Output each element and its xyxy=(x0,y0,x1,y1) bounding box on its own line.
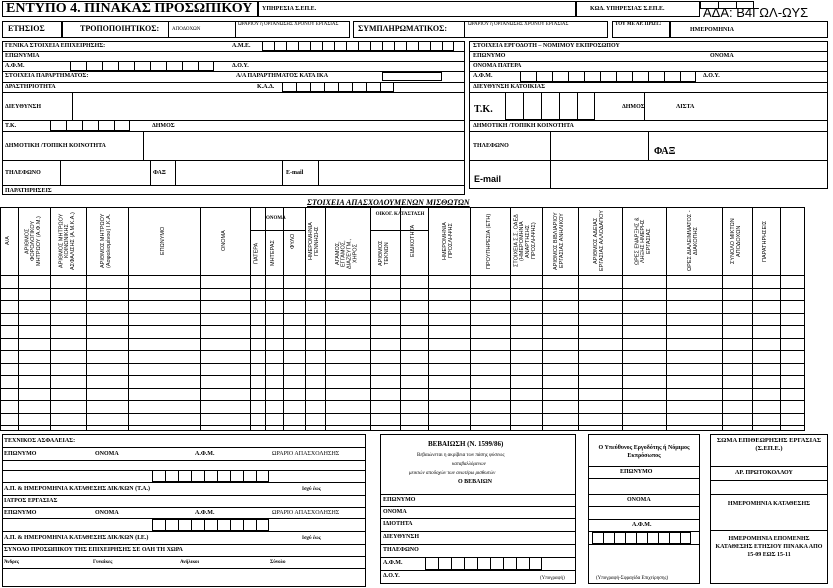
column-header: ΕΠΩΝΥΜΟ xyxy=(160,226,167,256)
general-label: ΓΕΝΙΚΑ ΣΤΟΙΧΕΙΑ ΕΠΙΧΕΙΡΗΣΗΣ: xyxy=(5,43,106,49)
company-afm-cells[interactable] xyxy=(70,61,214,71)
annual-label: ΕΤΗΣΙΟΣ xyxy=(8,24,45,33)
employer-header: ΣΤΟΙΧΕΙΑ ΕΡΓΟΔΟΤΗ – ΝΟΜΙΜΟΥ ΕΚΠΡΟΣΩΠΟΥ xyxy=(473,43,620,49)
column-header: ΣΥΝΟΛΟ ΜΙΚΤΩΝ ΑΠΟΔΟΧΩΝ xyxy=(730,218,742,264)
column-header: ΦΥΛΟ xyxy=(290,233,297,249)
column-header: ΕΙΔΙΚΟΤΗΤΑ xyxy=(410,224,417,258)
column-header: ΗΜΕΡΟΜΗΝΙΑ ΓΕΝΝΗΣΗΣ xyxy=(308,222,320,260)
column-header: Α/Α xyxy=(5,236,12,246)
amending-label: ΤΡΟΠΟΠΟΙΗΤΙΚΟΣ: xyxy=(80,24,160,33)
total-label: Σύνολο xyxy=(270,560,286,565)
column-header: ΑΡΙΘΜΟΣ ΤΕΚΝΩΝ xyxy=(378,240,390,267)
doctor-hours-label: ΩΡΑΡΙΟ ΑΠΑΣΧΟΛΗΣΗΣ xyxy=(272,510,340,516)
cert-name-label: ΟΝΟΜΑ xyxy=(383,509,407,515)
table-row[interactable] xyxy=(0,425,805,426)
ame-cells[interactable] xyxy=(262,41,454,51)
tech-header: ΤΕΧΝΙΚΟΣ ΑΣΦΑΛΕΙΑΣ: xyxy=(4,438,76,444)
table-row[interactable] xyxy=(0,288,805,289)
sepe-next-label: ΗΜΕΡΟΜΗΝΙΑ ΕΠΟΜΕΝΗΣ ΚΑΤΑΘΕΣΗΣ ΕΤΗΣΙΟΥ ΠΙΝΑΚΑ ΑΠΟ 15-09 ΕΩΣ 15-11 xyxy=(715,536,823,559)
form-title: ΕΝΤΥΠΟ 4. ΠΙΝΑΚΑΣ ΠΡΟΣΩΠΙΚΟΥ xyxy=(6,1,253,16)
minors-label: Ανήλικοι xyxy=(180,560,200,565)
employer-email-label: E-mail xyxy=(474,174,502,184)
men-label: Άνδρες xyxy=(4,560,19,565)
column-header: ΗΜΕΡΟΜΗΝΙΑ ΠΡΟΣΛΗΨΗΣ xyxy=(442,222,454,260)
company-fax-label: ΦΑΞ xyxy=(153,170,166,176)
sepe-protocol-label: ΑΡ. ΠΡΩΤΟΚΟΛΛΟΥ xyxy=(735,470,793,476)
ada-stamp: ΑΔΑ: Β4ΓΩΛ-ΩΥΣ xyxy=(703,5,809,20)
employees-title: ΣΤΟΙΧΕΙΑ ΑΠΑΣΧΟΛΟΥΜΕΝΩΝ ΜΙΣΘΩΤΩΝ xyxy=(307,198,470,207)
kad-label: Κ.Α.Δ. xyxy=(257,84,275,90)
sepe-filing-label: ΗΜΕΡΟΜΗΝΙΑ ΚΑΤΑΘΕΣΗΣ xyxy=(727,501,811,507)
company-address-label: ΔΙΕΥΘΥΝΣΗ xyxy=(5,104,41,110)
column-header: ΑΡΙΘΜΟΣ ΑΔΕΙΑΣ ΕΡΓΑΣΙΑΣ ΑΛΛΟΔΑΠΟΥ xyxy=(593,210,605,272)
column-divider xyxy=(780,207,781,431)
column-header: ΑΡΙΘΜΟΣ ΜΗΤΡΩΟΥ (Ασφαλισμένου) Ι.Κ.Α. xyxy=(100,213,112,269)
table-row[interactable] xyxy=(0,400,805,401)
company-community-label: ΔΗΜΟΤΙΚΗ /ΤΟΠΙΚΗ ΚΟΙΝΟΤΗΤΑ xyxy=(5,143,106,149)
cert-address-label: ΔΙΕΥΘΥΝΣΗ xyxy=(383,534,419,540)
table-row[interactable] xyxy=(0,313,805,314)
tech-afm-label: Α.Φ.Μ. xyxy=(195,451,215,457)
responsible-name-label: ΟΝΟΜΑ xyxy=(627,497,651,503)
cert-capacity-label: ΙΔΙΟΤΗΤΑ xyxy=(383,521,413,527)
cert-line2: καταβαλλόμενων xyxy=(452,462,486,467)
wages-option[interactable]: ΑΠΟΔΟΧΩΝ xyxy=(172,27,201,32)
company-name-label: ΕΠΩΝΥΜΙΑ xyxy=(5,53,40,59)
table-row[interactable] xyxy=(0,413,805,414)
employer-surname-label: ΕΠΩΝΥΜΟ xyxy=(473,53,506,59)
cert-afm-label: Α.Φ.Μ. xyxy=(383,560,403,566)
employer-tk-label: Τ.Κ. xyxy=(474,104,493,115)
tech-valid-label: Ισχύ έως xyxy=(302,487,321,492)
header-divider xyxy=(0,275,805,276)
company-email-label: E-mail xyxy=(286,170,304,176)
employer-tk-cells[interactable] xyxy=(505,92,595,120)
table-row[interactable] xyxy=(0,325,805,326)
kad-cells[interactable] xyxy=(282,82,394,92)
cert-title: ΒΕΒΑΙΩΣΗ (Ν. 1599/86) xyxy=(428,440,504,448)
employer-home-address-label: ΔΙΕΥΘΥΝΣΗ ΚΑΤΟΙΚΙΑΣ xyxy=(473,84,546,90)
column-header: ΩΡΕΣ ΕΝΑΡΞΗΣ & ΛΗΞΗΣ ΗΜΕΡΗΣ ΕΡΓΑΣΙΑΣ xyxy=(634,217,652,265)
column-header: ΣΤΟΙΧΕΙΑ Σ.Σ. ΟΑΕΔ (ΗΜΕΡΟΜΗΝΙΑ ΑΝΑΡΤΗΣΗΣ ΠΡΟΣΛΗΨΗΣ) xyxy=(513,214,537,268)
employer-municipality-label: ΔΗΜΟΣ xyxy=(622,104,645,110)
sepe-section xyxy=(710,434,828,584)
doctor-surname-label: ΕΠΩΝΥΜΟ xyxy=(4,510,37,516)
women-label: Γυναίκες xyxy=(93,560,113,565)
responsible-title: Ο Υπεύθυνος Εργοδότης ή Νόμιμος Εκπρόσωπος xyxy=(598,445,690,460)
prev-number-label: ΤΟΥ ΜΕ ΑΡ. ΠΡΩΤ.: xyxy=(615,22,662,27)
table-row[interactable] xyxy=(0,388,805,389)
company-tk-cells[interactable] xyxy=(50,120,130,131)
total-staff-header: ΣΥΝΟΛΟ ΠΡΟΣΩΠΙΚΟΥ ΤΗΣ ΕΠΙΧΕΙΡΗΣΗΣ ΣΕ ΟΛΗ ΤΗ ΧΩΡΑ xyxy=(4,547,183,553)
employer-father-label: ΟΝΟΜΑ ΠΑΤΕΡΑ xyxy=(473,63,522,69)
company-municipality-label: ΔΗΜΟΣ xyxy=(152,123,175,129)
cert-surname-label: ΕΠΩΝΥΜΟ xyxy=(383,497,416,503)
cert-line1: Βεβαιώνεται η ακρίβεια των πάσης φύσεως xyxy=(417,453,505,458)
sepe-title: ΣΩΜΑ ΕΠΙΘΕΩΡΗΣΗΣ ΕΡΓΑΣΙΑΣ (Σ.ΕΠ.Ε.) xyxy=(716,437,822,453)
tech-name-label: ΟΝΟΜΑ xyxy=(95,451,119,457)
responsible-afm-label: Α.Φ.Μ. xyxy=(632,522,652,528)
responsible-afm-cells[interactable] xyxy=(592,532,691,544)
hours-option-2[interactable]: ΩΡΑΡΙΟΥ ή ΟΡΓΑΝΩΣΗΣ ΧΡΟΝΟΥ ΕΡΓΑΣΙΑΣ xyxy=(468,22,569,27)
tech-filing-label: Α.Π. & ΗΜΕΡΟΜΗΝΙΑ ΚΑΤΑΘΕΣΗΣ ΔΙΚ/ΚΩΝ (Τ.Α.) xyxy=(4,486,150,492)
responsible-surname-label: ΕΠΩΝΥΜΟ xyxy=(620,469,653,475)
employer-street-label: ΛΙΣΤΑ xyxy=(676,104,695,110)
employer-afm-cells[interactable] xyxy=(520,71,696,82)
table-row[interactable] xyxy=(0,300,805,301)
employer-afm-label: Α.Φ.Μ. xyxy=(473,73,493,79)
column-header: ΩΡΕΣ ΔΙΑΛΕΙΜΜΑΤΟΣ - ΔΙΑΚΟΠΗΣ xyxy=(687,210,699,272)
branch-label: ΣΤΟΙΧΕΙΑ ΠΑΡΑΡΤΗΜΑΤΟΣ: xyxy=(5,73,89,79)
company-doy-label: Δ.Ο.Υ. xyxy=(232,63,249,69)
cert-signature-label: (Υπογραφή) xyxy=(540,576,565,581)
column-header: ΠΑΡΑΤΗΡΗΣΕΙΣ xyxy=(762,220,769,262)
doctor-name-label: ΟΝΟΜΑ xyxy=(95,510,119,516)
employer-phone-label: ΤΗΛΕΦΩΝΟ xyxy=(473,143,509,149)
table-row[interactable] xyxy=(0,350,805,351)
employer-community-label: ΔΗΜΟΤΙΚΗ /ΤΟΠΙΚΗ ΚΟΙΝΟΤΗΤΑ xyxy=(473,123,574,129)
family-group-label: ΟΙΚΟΓ. ΚΑΤΑΣΤΑΣΗ xyxy=(375,212,425,217)
column-header: ΑΓΑΜΟΣ, ΕΓΓΑΜΟΣ, ΔΙΑΖΕΥΓΜ., ΧΗΡΟΣ xyxy=(334,238,359,269)
cert-afm-cells[interactable] xyxy=(425,557,542,570)
column-header: ΑΡΙΘΜΟΣ ΦΟΡΟΛΟΓΙΚΟΥ ΜΗΤΡΩΟΥ (Α.Φ.Μ.) xyxy=(24,216,42,266)
employer-firstname-label: ΟΝΟΜΑ xyxy=(710,53,734,59)
service-code-label: ΚΩΔ. ΥΠΗΡΕΣΙΑΣ Σ.ΕΠ.Ε. xyxy=(590,6,665,12)
cert-phone-label: ΤΗΛΕΦΩΝΟ xyxy=(383,547,419,553)
ame-label: Α.Μ.Ε. xyxy=(232,43,251,49)
cert-certifier: Ο ΒΕΒΑΙΩΝ xyxy=(458,479,492,485)
doctor-filing-label: Α.Π. & ΗΜΕΡΟΜΗΝΙΑ ΚΑΤΑΘΕΣΗΣ ΔΙΚ/ΚΩΝ (Ι.Ε.) xyxy=(4,535,149,541)
name-group-label: ΟΝΟΜΑ xyxy=(266,216,286,221)
doctor-header: ΙΑΤΡΟΣ ΕΡΓΑΣΙΑΣ xyxy=(4,498,58,504)
employer-doy-label: Δ.Ο.Υ. xyxy=(703,73,720,79)
date-label: ΗΜΕΡΟΜΗΝΙΑ xyxy=(690,27,734,33)
company-phone-label: ΤΗΛΕΦΩΝΟ xyxy=(5,170,41,176)
cert-doy-label: Δ.Ο.Υ. xyxy=(383,573,400,579)
responsible-signature-label: (Υπογραφή-Σφραγίδα Επιχείρησης) xyxy=(596,576,669,581)
hours-option-1[interactable]: ΩΡΑΡΙΟΥ ή ΟΡΓΑΝΩΣΗΣ ΧΡΟΝΟΥ ΕΡΓΑΣΙΑΣ xyxy=(238,22,339,27)
column-header: ΟΝΟΜΑ xyxy=(221,230,228,252)
column-header: ΑΡΙΘΜΟΣ ΒΙΒΛΙΑΡΙΟΥ ΕΡΓΑΣΙΑΣ ΑΝΗΛΙΚΟΥ xyxy=(553,212,565,270)
cert-line3: μεικτών αποδοχών των ανωτέρω μισθωτών xyxy=(409,471,496,476)
branch-ika-label: Α/Α ΠΑΡΑΡΤΗΜΑΤΟΣ ΚΑΤΑ ΙΚΑ xyxy=(236,73,329,79)
tech-hours-label: ΩΡΑΡΙΟ ΑΠΑΣΧΟΛΗΣΗΣ xyxy=(272,451,340,457)
column-header: ΠΡΟΥΠΗΡΕΣΙΑ (ΕΤΗ) xyxy=(486,213,493,269)
doctor-valid-label: Ισχύ έως xyxy=(302,536,321,541)
employer-fax-label: ΦΑΞ xyxy=(654,146,676,157)
supplementary-label: ΣΥΜΠΛΗΡΩΜΑΤΙΚΟΣ: xyxy=(358,24,448,33)
company-afm-label: Α.Φ.Μ. xyxy=(5,63,25,69)
table-row[interactable] xyxy=(0,338,805,339)
doctor-afm-label: Α.Φ.Μ. xyxy=(195,510,215,516)
tech-surname-label: ΕΠΩΝΥΜΟ xyxy=(4,451,37,457)
service-label: ΥΠΗΡΕΣΙΑ Σ.ΕΠ.Ε. xyxy=(262,6,317,12)
table-row[interactable] xyxy=(0,363,805,364)
column-header: ΜΗΤΕΡΑΣ xyxy=(270,240,277,267)
company-tk-label: Τ.Κ. xyxy=(5,123,17,129)
tech-afm-cells[interactable] xyxy=(152,470,269,482)
column-header: ΑΡΙΘΜΟΣ ΜΗΤΡΩΟΥ ΚΟΙΝΩΝΙΚΗΣ ΑΣΦΑΛΙΣΗΣ (Α.Μ.Κ.Α.) xyxy=(58,212,76,270)
activity-label: ΔΡΑΣΤΗΡΙΟΤΗΤΑ xyxy=(5,84,56,90)
doctor-afm-cells[interactable] xyxy=(152,519,269,531)
branch-ika-field[interactable] xyxy=(382,72,442,81)
table-row[interactable] xyxy=(0,375,805,376)
column-header: ΠΑΤΕΡΑ xyxy=(253,242,260,265)
notes-label: ΠΑΡΑΤΗΡΗΣΕΙΣ xyxy=(5,188,52,194)
